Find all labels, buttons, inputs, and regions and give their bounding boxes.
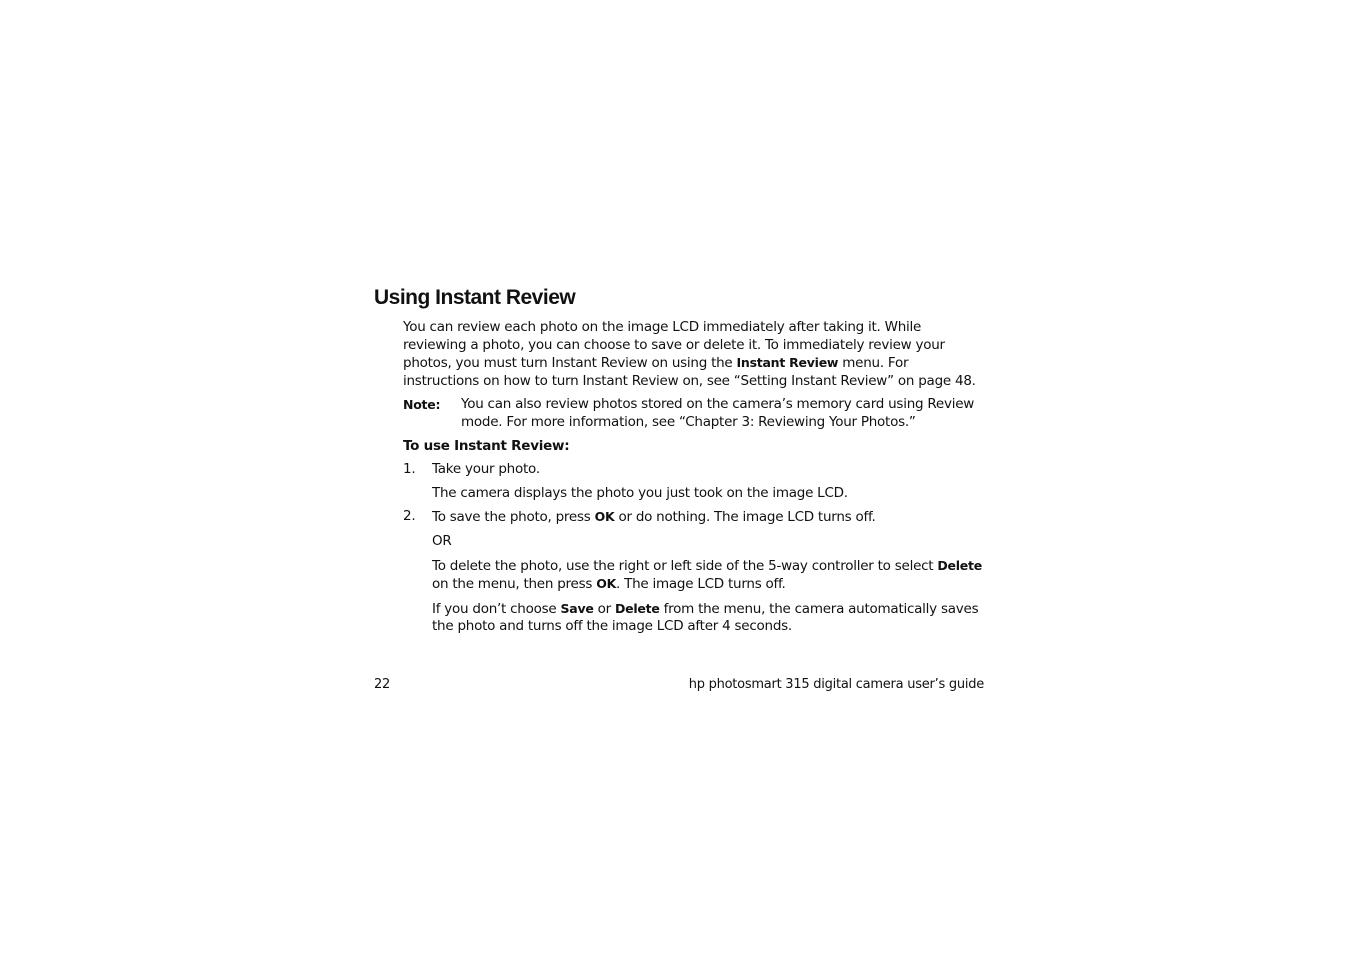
step-2 [403,508,986,527]
ok-key-label: OK [594,509,615,525]
step-1-result: The camera displays the photo you just took on the image LCD. [432,484,848,501]
guide-title: hp photosmart 315 digital camera user’s guide [688,677,984,692]
page-number: 22 [374,677,391,692]
step-1 [403,461,986,479]
intro-paragraph: You can review each photo on the image LCD immediately after taking it. While reviewing a photo, you can choose to save or delete it. To immediately review your photos, you must turn Instant Review on using the Instant Review menu. For instructions on how to turn Instant Review on, see “Setting Instant Review” on page 48. [403,319,976,389]
delete-label: Delete [615,600,660,616]
step-number: 1. [403,461,416,478]
ok-key-label: OK [596,576,617,592]
instant-review-menu-name: Instant Review [736,355,839,371]
step-2-delete-option: To delete the photo, use the right or left side of the 5-way controller to select Delete on the menu, then press OK. The image LCD turns off. [432,557,982,593]
note-label: Note: [403,397,441,413]
save-label: Save [560,600,594,616]
page-footer [374,677,984,692]
step-text: Take your photo. [432,461,540,478]
section-body [403,319,986,636]
note-text: You can also review photos stored on the camera’s memory card using Review mode. For more information, see “Chapter 3: Reviewing Your Photos.” [461,396,975,430]
note-block [403,396,986,431]
procedure-heading: To use Instant Review: [403,437,570,454]
step-number: 2. [403,508,416,525]
step-2-auto-save: If you don’t choose Save or Delete from the menu, the camera automatically saves the photo and turns off the image LCD after 4 seconds. [432,600,979,635]
section-title: Using Instant Review [374,286,576,309]
page-content [374,284,986,636]
step-text: To save the photo, press OK or do nothing. The image LCD turns off. [432,509,876,526]
or-label: OR [432,532,452,549]
delete-label: Delete [937,557,982,573]
